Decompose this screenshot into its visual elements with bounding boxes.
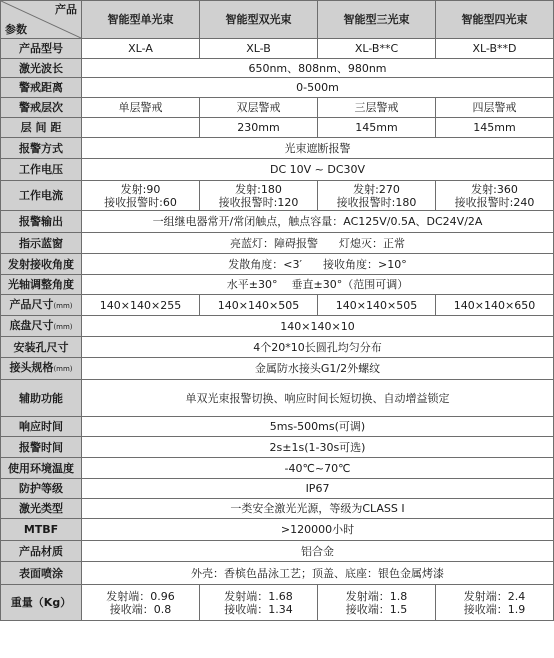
- weight-cell: [318, 585, 436, 621]
- spacing-empty: [82, 118, 200, 138]
- weight-emit: 发射端：0.96: [106, 589, 175, 603]
- base-size-unit: (mm): [53, 322, 73, 331]
- weight-emit: 发射端：2.4: [463, 589, 526, 603]
- weight-cell: [436, 585, 554, 621]
- row-range: [1, 78, 554, 98]
- alarm-mode-value: 光束遮断报警: [82, 138, 554, 159]
- row-label: 产品型号: [1, 39, 82, 59]
- row-layers: [1, 98, 554, 118]
- row-wavelength: [1, 59, 554, 78]
- size-label: 产品尺寸: [9, 297, 54, 311]
- col-header-double: 智能型双光束: [200, 1, 318, 39]
- spacing-value: 145mm: [318, 118, 436, 138]
- mtbf-value: >120000小时: [82, 519, 554, 541]
- col-header-triple: 智能型三光束: [318, 1, 436, 39]
- row-label: [1, 316, 82, 337]
- row-label: 使用环境温度: [1, 458, 82, 479]
- weight-cell: [200, 585, 318, 621]
- row-label: 辅助功能: [1, 380, 82, 417]
- corner-param-label: 参数: [5, 23, 27, 36]
- current-emit: 发射:270: [353, 182, 400, 196]
- adjust-value: 水平±30° 垂直±30°（范围可调）: [82, 275, 554, 295]
- row-label: 报警方式: [1, 138, 82, 159]
- row-alarm-time: [1, 437, 554, 458]
- row-label: 响应时间: [1, 417, 82, 437]
- aux-value: 单双光束报警切换、响应时间长短切换、自动增益锁定: [82, 380, 554, 417]
- row-label: 工作电流: [1, 181, 82, 211]
- temperature-value: -40℃~70℃: [82, 458, 554, 479]
- layers-value: 三层警戒: [318, 98, 436, 118]
- current-recv: 接收报警时:120: [218, 195, 299, 209]
- row-model: [1, 39, 554, 59]
- row-label: 光轴调整角度: [1, 275, 82, 295]
- row-response: [1, 417, 554, 437]
- row-angle: [1, 254, 554, 275]
- spacing-value: 145mm: [436, 118, 554, 138]
- row-alarm-mode: [1, 138, 554, 159]
- layers-value: 双层警戒: [200, 98, 318, 118]
- angle-value: 发散角度：<3′ 接收角度：>10°: [82, 254, 554, 275]
- row-connector: [1, 358, 554, 380]
- row-mtbf: [1, 519, 554, 541]
- current-recv: 接收报警时:180: [336, 195, 417, 209]
- material-value: 铝合金: [82, 541, 554, 562]
- wavelength-value: 650nm、808nm、980nm: [82, 59, 554, 78]
- connector-value: 金属防水接头G1/2外螺纹: [82, 358, 554, 380]
- base-size-value: 140×140×10: [82, 316, 554, 337]
- voltage-value: DC 10V ~ DC30V: [82, 159, 554, 181]
- current-cell: [82, 181, 200, 211]
- current-cell: [200, 181, 318, 211]
- current-emit: 发射:90: [120, 182, 161, 196]
- row-label: 产品材质: [1, 541, 82, 562]
- row-voltage: [1, 159, 554, 181]
- row-label: 防护等级: [1, 479, 82, 499]
- current-emit: 发射:360: [471, 182, 518, 196]
- base-size-label: 底盘尺寸: [9, 318, 54, 332]
- model-value: XL-B**C: [318, 39, 436, 59]
- size-value: 140×140×505: [200, 295, 318, 316]
- weight-recv: 接收端：1.5: [345, 602, 408, 616]
- header-row: [1, 1, 554, 39]
- row-current: [1, 181, 554, 211]
- row-label: [1, 358, 82, 380]
- protection-value: IP67: [82, 479, 554, 499]
- row-label: 工作电压: [1, 159, 82, 181]
- row-aux: [1, 380, 554, 417]
- row-protection: [1, 479, 554, 499]
- row-label: 激光波长: [1, 59, 82, 78]
- row-label: 报警输出: [1, 211, 82, 233]
- size-unit: (mm): [53, 301, 73, 310]
- row-alarm-output: [1, 211, 554, 233]
- response-value: 5ms-500ms(可调): [82, 417, 554, 437]
- row-label: 发射接收角度: [1, 254, 82, 275]
- col-header-quad: 智能型四光束: [436, 1, 554, 39]
- row-material: [1, 541, 554, 562]
- weight-recv: 接收端：0.8: [109, 602, 172, 616]
- row-spacing: [1, 118, 554, 138]
- row-label: 表面喷涂: [1, 562, 82, 585]
- size-value: 140×140×650: [436, 295, 554, 316]
- range-value: 0-500m: [82, 78, 554, 98]
- laser-type-value: 一类安全激光光源，等级为CLASS Ⅰ: [82, 499, 554, 519]
- current-emit: 发射:180: [235, 182, 282, 196]
- row-adjust: [1, 275, 554, 295]
- alarm-output-value: 一组继电器常开/常闭触点，触点容量：AC125V/0.5A、DC24V/2A: [82, 211, 554, 233]
- row-label: 安装孔尺寸: [1, 337, 82, 358]
- weight-recv: 接收端：1.9: [463, 602, 526, 616]
- row-temperature: [1, 458, 554, 479]
- size-value: 140×140×255: [82, 295, 200, 316]
- corner-product-label: 产品: [55, 3, 77, 16]
- row-weight: [1, 585, 554, 621]
- row-label: 激光类型: [1, 499, 82, 519]
- row-label: [1, 295, 82, 316]
- weight-emit: 发射端：1.8: [345, 589, 408, 603]
- row-laser-type: [1, 499, 554, 519]
- spacing-value: 230mm: [200, 118, 318, 138]
- layers-value: 四层警戒: [436, 98, 554, 118]
- row-indicator: [1, 233, 554, 254]
- alarm-time-value: 2s±1s(1-30s可选): [82, 437, 554, 458]
- current-recv: 接收报警时:240: [454, 195, 535, 209]
- surface-value: 外壳：香槟色晶泳工艺；顶盖、底座：银色金属烤漆: [82, 562, 554, 585]
- row-base-size: [1, 316, 554, 337]
- row-mount-holes: [1, 337, 554, 358]
- row-label: 报警时间: [1, 437, 82, 458]
- weight-cell: [82, 585, 200, 621]
- indicator-value: 亮蓝灯：障碍报警 灯熄灭：正常: [82, 233, 554, 254]
- row-surface: [1, 562, 554, 585]
- row-size: [1, 295, 554, 316]
- connector-unit: (mm): [53, 365, 73, 373]
- size-value: 140×140×505: [318, 295, 436, 316]
- row-label: 警戒距离: [1, 78, 82, 98]
- layers-value: 单层警戒: [82, 98, 200, 118]
- weight-emit: 发射端：1.68: [224, 589, 293, 603]
- row-label: MTBF: [1, 519, 82, 541]
- current-cell: [436, 181, 554, 211]
- row-label: 警戒层次: [1, 98, 82, 118]
- model-value: XL-B**D: [436, 39, 554, 59]
- connector-label: 接头规格: [9, 361, 54, 374]
- col-header-single: 智能型单光束: [82, 1, 200, 39]
- row-label: 重量（Kg）: [1, 585, 82, 621]
- weight-recv: 接收端：1.34: [224, 602, 293, 616]
- current-recv: 接收报警时:60: [104, 195, 177, 209]
- model-value: XL-B: [200, 39, 318, 59]
- corner-cell: [1, 1, 82, 39]
- model-value: XL-A: [82, 39, 200, 59]
- mount-holes-value: 4个20*10长圆孔均匀分布: [82, 337, 554, 358]
- row-label: 指示蓝窗: [1, 233, 82, 254]
- current-cell: [318, 181, 436, 211]
- row-label: 层 间 距: [1, 118, 82, 138]
